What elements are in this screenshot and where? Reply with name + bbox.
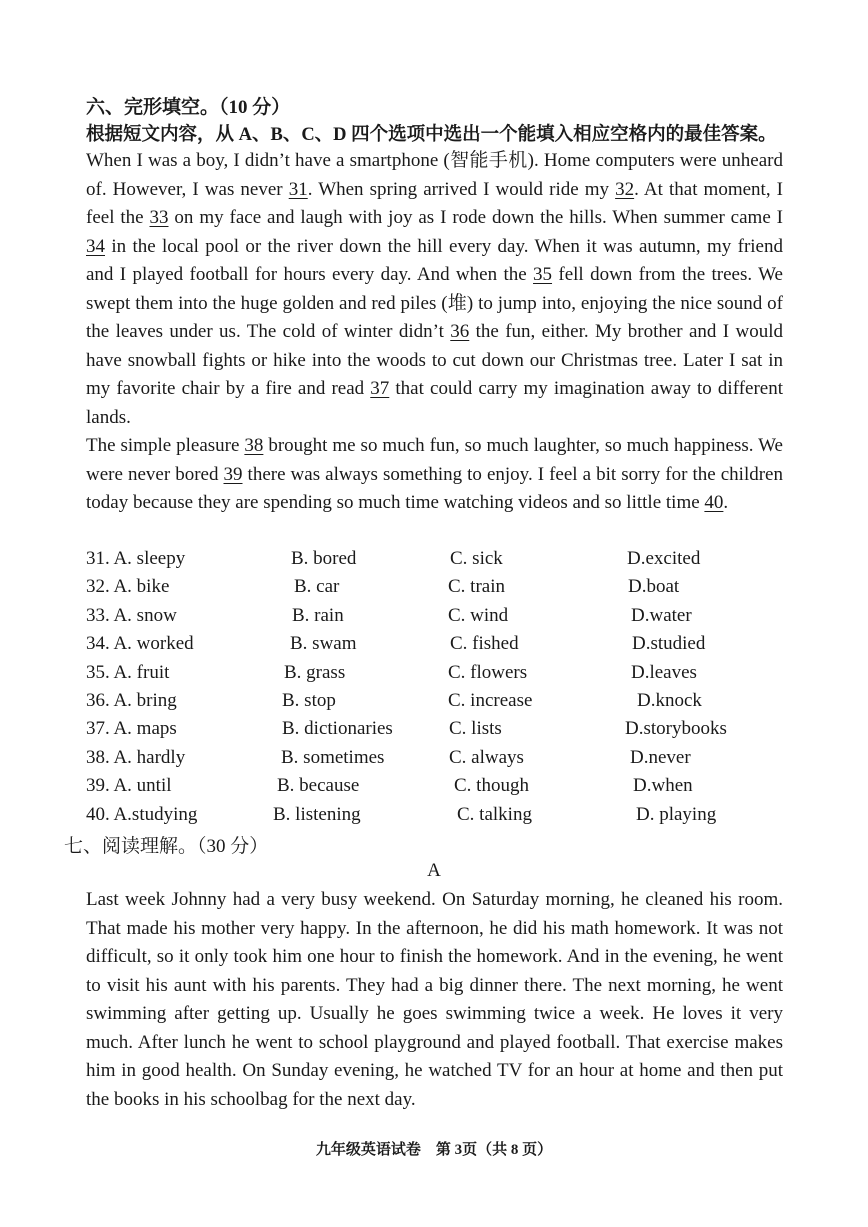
question-row [86,772,786,800]
page-footer: 九年级英语试卷 第 3页（共 8 页） [315,1142,553,1158]
blank-39: 39 [223,463,243,485]
option-b: B. bored [291,548,357,569]
question-row [86,630,786,658]
option-c: C. though [454,775,529,797]
option-a: 38. A. hardly [86,746,186,768]
reading-paragraph: Last week Johnny had a very busy weekend. On Saturday morning, he cleaned his room. That made his mother very happy. In the afternoon, he did his math homework. It was not difficult, so it only took him one hour to finish the homework. And in the evening, he went to visit his aunt with his parents. They had a big dinner there. The next morning, he went swimming after getting up. Usually he goes swimming twice a week. He loves it very much. After lunch he went to school playground and played football. That exercise makes him in good health. On Sunday evening, he watched TV for an hour at home and then put the books in his schoolbag for the next day. [86,889,783,1110]
question-row [86,573,786,601]
reading-passage-a [86,886,783,1114]
option-a: 34. A. worked [86,633,194,655]
option-c: C. talking [457,803,532,825]
cloze-paragraph-2: The simple pleasure 38 brought me so much fun, so much laughter, so much happiness. We were never bored 39 there was always something to enjoy. I feel a bit sorry for the children today because they are spending so much time watching videos and so little time 40. [86,435,783,513]
option-b: B. because [277,775,360,797]
section7-title: 七、阅读理解。（30 分） [64,836,269,857]
option-d: D.when [633,775,693,797]
option-a: 36. A. bring [86,690,177,711]
blank-31: 31 [288,178,308,200]
option-d: D.never [630,746,691,768]
cloze-passage [86,147,783,518]
question-row [86,801,786,829]
option-c: C. wind [448,604,509,626]
option-d: D.boat [628,576,680,598]
option-b: B. swam [290,633,357,655]
question-row [86,602,786,630]
option-b: B. stop [282,690,336,711]
option-c: C. flowers [448,661,528,683]
option-a: 35. A. fruit [86,661,170,683]
option-c: C. train [448,576,505,598]
option-b: B. listening [273,803,361,825]
section6-instruction: 根据短文内容，从 A、B、C、D 四个选项中选出一个能填入相应空格内的最佳答案。 [86,125,777,145]
option-c: C. fished [450,633,519,655]
option-b: B. dictionaries [282,718,393,740]
blank-37: 37 [370,378,390,399]
option-a: 39. A. until [86,775,172,797]
section6-title: 六、完形填空。（10 分） [86,97,291,118]
option-c: C. increase [448,690,533,711]
question-row [86,659,786,687]
question-row [86,744,786,772]
option-a: 33. A. snow [86,604,177,626]
option-d: D.leaves [631,661,697,683]
blank-35: 35 [533,264,553,285]
option-b: B. car [294,576,340,598]
option-a: 32. A. bike [86,576,170,598]
option-c: C. always [449,746,524,768]
blank-38: 38 [244,435,264,456]
option-b: B. rain [292,604,344,626]
passage-label: A [427,860,441,881]
option-b: B. grass [284,661,346,683]
option-d: D.studied [632,633,706,655]
question-row [86,715,786,743]
option-d: D. playing [636,803,717,825]
blank-40: 40 [704,492,724,513]
blank-33: 33 [149,207,169,228]
blank-34: 34 [86,235,105,257]
blank-32: 32 [615,178,635,200]
option-c: C. sick [450,548,503,569]
question-row [86,545,786,573]
option-d: D.knock [637,690,702,711]
option-d: D.water [631,604,692,626]
cloze-paragraph-1: When I was a boy, I didn’t have a smartphone (智能手机). Home computers were unheard of. However, I was never 31. When spring arrived I would ride my 32. At that moment, I feel the 33 on my face and laugh with joy as I rode down the hills. When summer came I 34 in the local pool or the river down the hill every day. When it was autumn, my friend and I played football for hours every day. And when the 35 fell down from the trees. We swept them into the huge golden and red piles (堆) to jump into, enjoying the nice sound of the leaves under us. The cold of winter didn’t 36 the fun, either. My brother and I would have snowball fights or hike into the woods to cut down our Christmas tree. Later I sat in my favorite chair by a fire and read 37 that could carry my imagination away to different lands. [86,150,784,428]
option-a: 40. A.studying [86,803,198,825]
blank-36: 36 [450,321,470,342]
option-b: B. sometimes [281,746,385,768]
question-row [86,687,786,715]
option-d: D.excited [627,548,701,569]
option-c: C. lists [449,718,502,740]
option-d: D.storybooks [625,718,727,740]
option-a: 31. A. sleepy [86,548,186,569]
option-a: 37. A. maps [86,718,177,740]
